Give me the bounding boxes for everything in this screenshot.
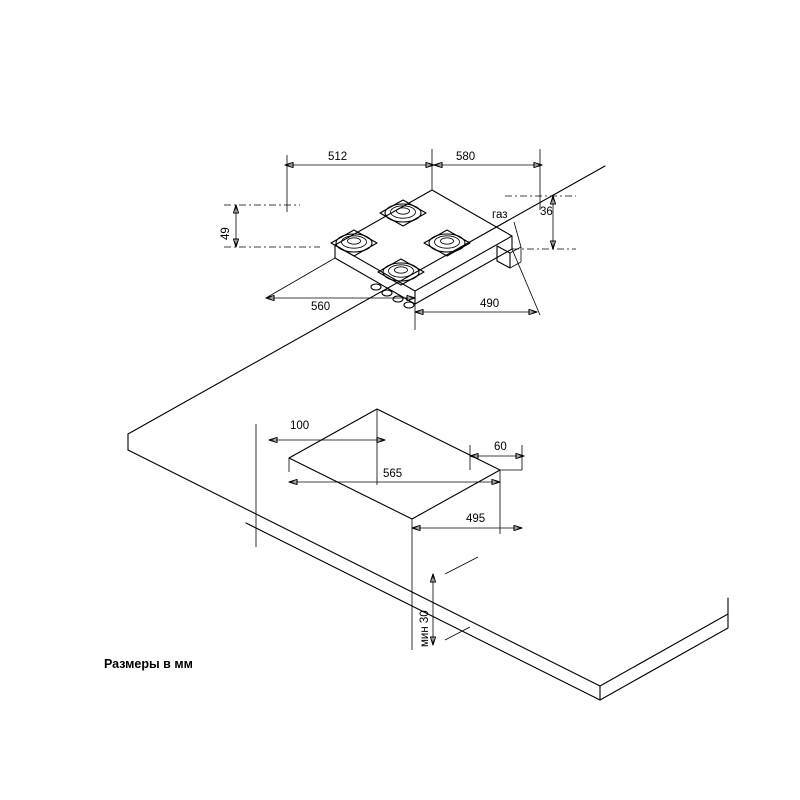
hob-body-faces	[335, 236, 512, 304]
dim-565-label: 565	[383, 468, 403, 480]
dim-495-label: 495	[466, 513, 486, 525]
figure-caption: Размеры в мм	[104, 657, 193, 671]
hob-assembly	[220, 149, 576, 330]
dim-495	[412, 513, 522, 531]
dim-580-label: 580	[456, 151, 476, 163]
worktop-edge	[246, 523, 728, 700]
worktop-assembly	[128, 166, 728, 700]
burner-rear-left	[380, 200, 426, 226]
worktop-cutout	[289, 409, 500, 519]
dim-60-label: 60	[494, 441, 507, 453]
dim-560-label: 560	[311, 301, 331, 313]
cutout-construction-lines	[256, 409, 522, 650]
dim-min30	[419, 574, 436, 647]
hob-top-surface	[335, 190, 512, 291]
dim-512-label: 512	[328, 151, 348, 163]
dim-60	[470, 441, 524, 470]
dim-100	[269, 420, 385, 443]
dim-36	[505, 196, 576, 249]
dim-min30-label: мин 30	[419, 610, 431, 647]
dim-49-label: 49	[220, 227, 232, 240]
gas-inlet-callout	[492, 209, 521, 247]
figure-caption-group	[104, 657, 193, 671]
dim-560	[266, 258, 415, 330]
dim-49	[220, 205, 320, 247]
burner-rear-right	[424, 230, 470, 256]
dim-100-label: 100	[290, 420, 310, 432]
dim-512	[285, 149, 434, 212]
worktop-surface	[128, 166, 728, 686]
dim-565	[289, 468, 500, 485]
gas-inlet-label: газ	[492, 209, 508, 221]
dim-490-label: 490	[480, 298, 500, 310]
dim-36-label: 36	[540, 206, 553, 218]
